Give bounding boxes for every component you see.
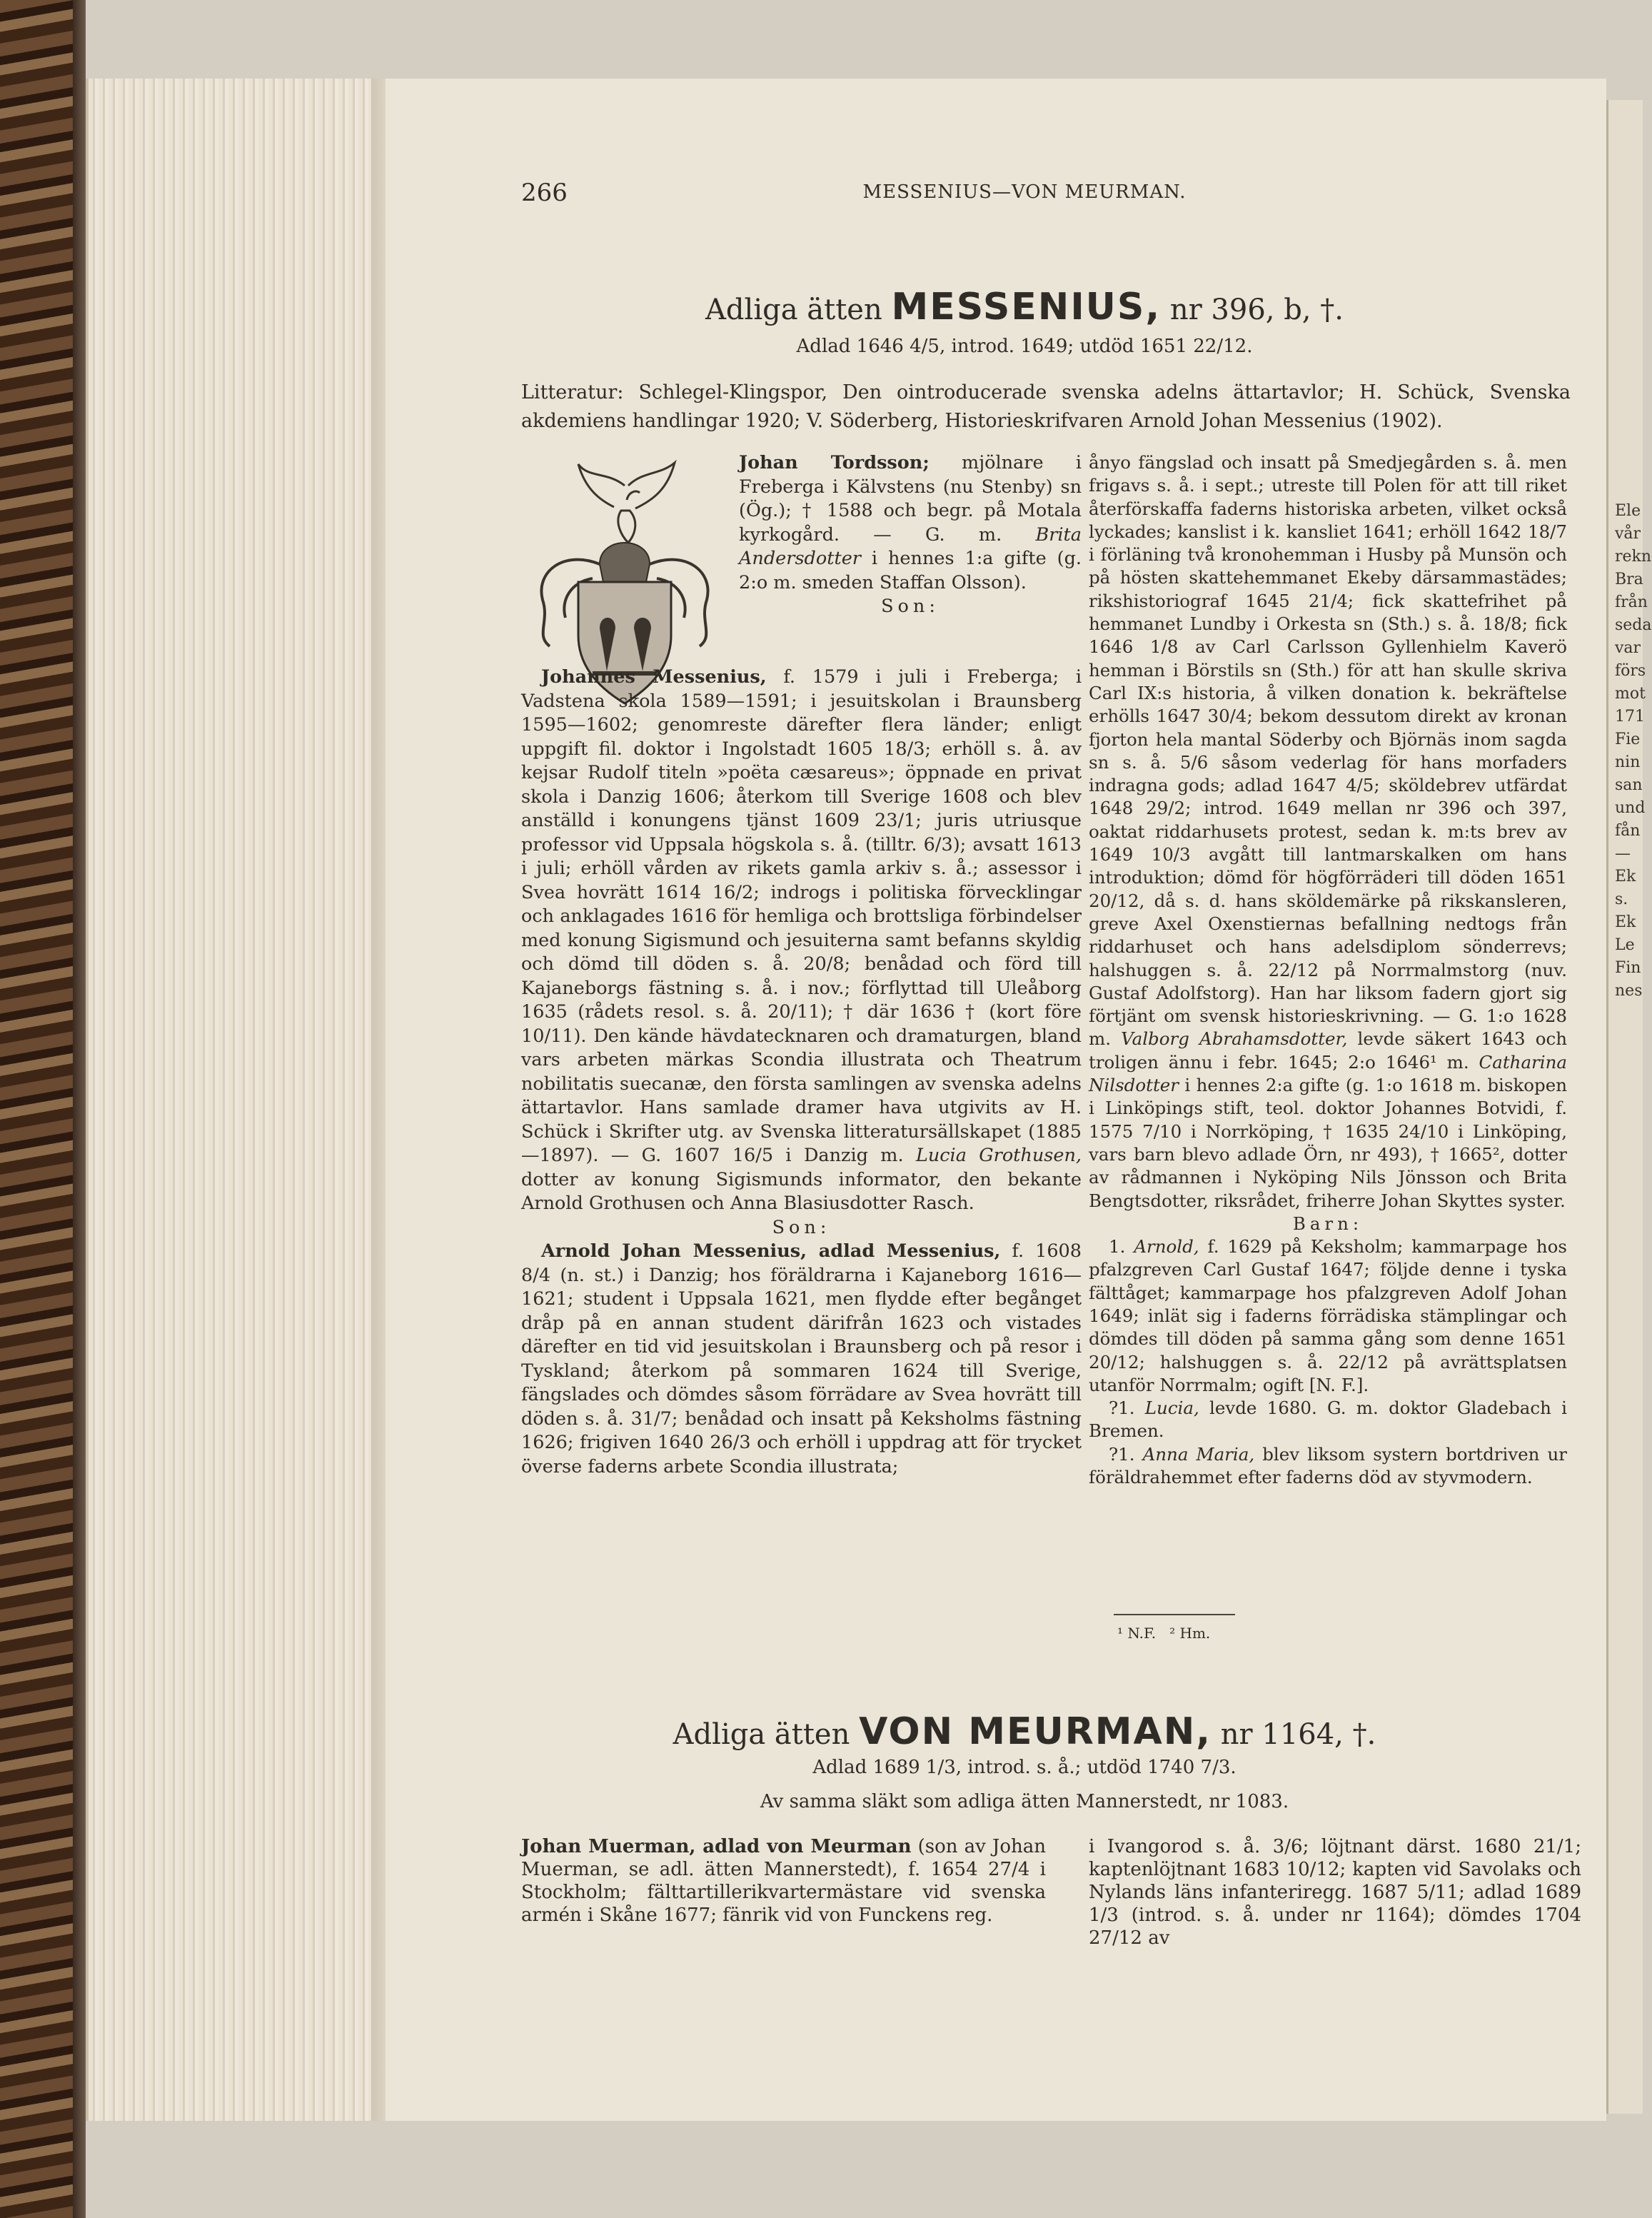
facing-page-fragment: s. (1615, 890, 1628, 908)
meurman-ennobled: Adlad 1689 1/3, introd. s. å.; utdöd 1740 7/3. (812, 1757, 1237, 1778)
messenius-ennobled: Adlad 1646 4/5, introd. 1649; utdöd 1651 22/12. (796, 336, 1253, 357)
messenius-heading-name: MESSENIUS, (891, 286, 1162, 328)
child-arnold: 1. Arnold, f. 1629 på Keksholm; kammarpage hos pfalzgreven Carl Gustaf 1647; följde denne i tyska fälttåget; kammarpage hos pfalzgreven Adolf Johan 1649; inlät sig i faderns förrädiska stämplingar och dömdes till döden på samma gång som denne 1651 20/12; halshuggen s. å. 22/12 på avrättsplatsen utanför Norrmalm; ogift [N. F.]. (1089, 1236, 1567, 1395)
left-column (521, 666, 1082, 1479)
right-column (1089, 451, 1567, 1489)
meurman-note: Av samma släkt som adliga ätten Mannerstedt, nr 1083. (760, 1791, 1289, 1812)
running-title: MESSENIUS—VON MEURMAN. (862, 181, 1187, 203)
facing-page-edge (1606, 100, 1652, 2114)
facing-page-fragment: Fin (1615, 959, 1641, 977)
meurman-right-column: i Ivangorod s. å. 3/6; löjtnant därst. 1680 21/1; kaptenlöjtnant 1683 10/12; kapten vid Savolaks och Nylands läns infanteriregg. 1687 5/11; adlad 1689 1/3 (introd. s. å. under nr 1164); dömdes 1704 27/12 av (1089, 1836, 1581, 1949)
facing-page-fragment: san (1615, 776, 1643, 794)
footnote-rule (1114, 1614, 1235, 1615)
meurman-heading (521, 1710, 1528, 1753)
children-heading: Barn: (1292, 1213, 1364, 1234)
facing-page-fragment: Ek (1615, 913, 1636, 931)
messenius-heading (521, 286, 1528, 328)
meurman-left-column: Johan Muerman, adlad von Meurman (son av Johan Muerman, se adl. ätten Mannerstedt), f. 1654 27/4 i Stockholm; fälttartillerikvartermästare vid svenska armén i Skåne 1677; fänrik vid von Funckens reg. (521, 1836, 1046, 1926)
child-anna-maria: ?1. Anna Maria, blev liksom systern bortdriven ur föräldrahemmet efter faderns död av styvmodern. (1089, 1443, 1568, 1488)
facing-page-fragment: Bra (1615, 571, 1643, 588)
facing-page-fragment: mot (1615, 685, 1646, 703)
facing-page-fragment: — (1615, 845, 1631, 863)
facing-page-fragment: und (1615, 799, 1646, 817)
messenius-literature: Litteratur: Schlegel-Klingspor, Den ointroducerade svenska adelns ättartavlor; H. Schück, Svenska akdemiens handlingar 1920; V. Söderberg, Historieskrifvaren Arnold Johan Messenius (1902). (521, 381, 1571, 432)
facing-page-fragment: vår (1615, 525, 1641, 543)
page-stack-edge (86, 79, 388, 2121)
messenius-heading-prefix: Adliga ätten (705, 293, 882, 326)
arnold-johan-continued: ånyo fängslad och insatt på Smedjegården s. å. men frigavs s. å. i sept.; utreste till Polen för att till riket återförskaffa faderns historiska arbeten, vilket också lyckades; kanslist i k. kansliet 1641; erhöll 1642 18/7 i förläning två kronohemman i Husby på Munsön och på hösten skattehemmanet Ekeby därsammastädes; rikshistoriograf 1645 21/4; fick skattefrihet på hemmanet Lundby i Orkesta sn (Sth.) s. å. 18/8; fick 1646 1/8 av Carl Carlsson Gyllenhielm Kaverö hemman i Börstils sn (Sth.) för att han skulle skriva Carl IX:s historia, å vilken donation k. bekräftelse erhölls 1647 30/4; bekom dessutom direkt av kronan fjorton hela mantal Söderby och Björnäs inom sagda sn s. å. 5/6 såsom vederlag för hans morfaders indragna gods; adlad 1647 4/5; sköldebrev utfärdat 1648 29/2; introd. 1649 mellan nr 396 och 397, oaktat riddarhusets protest, sedan k. m:ts brev av 1649 10/3 avgått till lantmarskalken om hans introduktion; dömd för högförräderi till döden 1651 20/12, då s. d. hans sköldemärke på rikskansleren, greve Axel Oxenstiernas befallning nedtogs från riddarhuset och hans adelsdiplom sönderrevs; halshuggen s. å. 22/12 på Norrmalmstorg (nuv. Gustaf Adolfstorg). Han har liksom fadern gjort sig förtjänt om svensk historieskrivning. — G. 1:o 1628 m. Valborg Abrahamsdotter, levde säkert 1643 och troligen ännu i febr. 1645; 2:o 1646¹ m. Catharina Nilsdotter i hennes 2:a gifte (g. 1:o 1618 m. biskopen i Linköpings stift, teol. doktor Johannes Botvidi, f. 1575 7/10 i Norrköping, † 1635 24/10 i Linköping, vars barn blevo adlade Örn, nr 493), † 1665², dotter av rådmannen i Nyköping Nils Jönsson och Brita Bengtsdotter, riksrådet, friherre Johan Skyttes syster. (1089, 452, 1567, 1211)
left-column-top (739, 451, 1082, 619)
running-head (521, 179, 1528, 207)
facing-page-fragment: Ek (1615, 868, 1636, 885)
meurman-heading-name: VON MEURMAN, (859, 1710, 1212, 1753)
book-cover-edge (0, 0, 86, 2218)
son-heading-2: Son: (772, 1216, 831, 1238)
entry-johan-tordsson: Johan Tordsson; mjölnare i Freberga i Kälvstens (nu Stenby) sn (Ög.); † 1588 och begr. på Motala kyrkogård. — G. m. Brita Andersdotter i hennes 1:a gifte (g. 2:o m. smeden Staffan Olsson). (739, 452, 1082, 593)
facing-page-fragment: Ele (1615, 502, 1641, 520)
messenius-heading-suffix: nr 396, b, †. (1169, 293, 1344, 326)
facing-page-fragment: nes (1615, 982, 1643, 1000)
facing-page-fragment: 171 (1615, 708, 1645, 726)
facing-page-text (1615, 500, 1652, 1003)
entry-johannes-messenius: Johannes Messenius, f. 1579 i juli i Freberga; i Vadstena skola 1589—1591; i jesuitskolan i Braunsberg 1595—1602; genomreste därefter flera länder; enligt uppgift fil. doktor i Ingolstadt 1605 18/3; erhöll s. å. av kejsar Rudolf titeln »poëta cæsareus»; öppnade en privat skola i Danzig 1606; återkom till Sverige 1608 och blev anställd i konungens tjänst 1609 23/1; juris utriusque professor vid Uppsala högskola s. å. (tilltr. 6/3); avsatt 1613 i juli; erhöll vården av rikets gamla arkiv s. å.; assessor i Svea hovrätt 1614 16/2; indrogs i politiska förvecklingar och anklagades 1616 för hemliga och brottsliga förbindelser med konung Sigismund och jesuiterna samt befanns skyldig och dömd till döden s. å. 20/8; benådad och förd till Kajaneborgs fästning s. å. i nov.; förflyttad till Uleåborg 1635 (rådets resol. s. å. 20/11); † där 1636 † (kort före 10/11). Den kände hävdatecknaren och dramaturgen, bland vars arbeten märkas Scondia illustrata och Theatrum nobilitatis suecanæ, den första samlingen av svenska adelns ättartavlor. Hans samlade dramer hava utgivits av H. Schück i Skrifter utg. av Svenska litteratursällskapet (1885—1897). — G. 1607 16/5 i Danzig m. Lucia Grothusen, dotter av konung Sigismunds informator, den bekante Arnold Grothusen och Anna Blasiusdotter Rasch. (521, 666, 1082, 1214)
facing-page-fragment: fån (1615, 822, 1641, 840)
child-lucia: ?1. Lucia, levde 1680. G. m. doktor Gladebach i Bremen. (1089, 1397, 1567, 1442)
meurman-heading-prefix: Adliga ätten (673, 1718, 850, 1751)
entry-arnold-johan-messenius: Arnold Johan Messenius, adlad Messenius, f. 1608 8/4 (n. st.) i Danzig; hos föräldrarna i Kajaneborg 1616—1621; student i Uppsala 1621, men flydde efter begånget dråp på en annan student därifrån 1623 och vistades därefter en tid vid jesuitskolan i Braunsberg och på resor i Tyskland; återkom på sommaren 1624 till Sverige, fängslades och dömdes såsom förrädare av Svea hovrätt till döden s. å. 31/7; benådad och insatt på Keksholms fästning 1626; frigiven 1640 26/3 och erhöll i uppdrag att för trycket överse faderns arbete Scondia illustrata; (521, 1240, 1082, 1477)
facing-page-fragment: Le (1615, 936, 1635, 954)
footnotes: ¹ N.F. ² Hm. (1117, 1625, 1211, 1642)
facing-page-fragment: från (1615, 593, 1648, 611)
facing-page-fragment: seda (1615, 616, 1652, 634)
page-number: 266 (521, 179, 568, 207)
meurman-heading-suffix: nr 1164, †. (1220, 1718, 1376, 1751)
son-heading-1: Son: (881, 596, 940, 617)
facing-page-fragment: Fie (1615, 731, 1641, 748)
facing-page-fragment: rekn (1615, 548, 1652, 566)
facing-page-fragment: var (1615, 639, 1641, 657)
facing-page-fragment: förs (1615, 662, 1646, 680)
facing-page-fragment: nin (1615, 753, 1641, 771)
